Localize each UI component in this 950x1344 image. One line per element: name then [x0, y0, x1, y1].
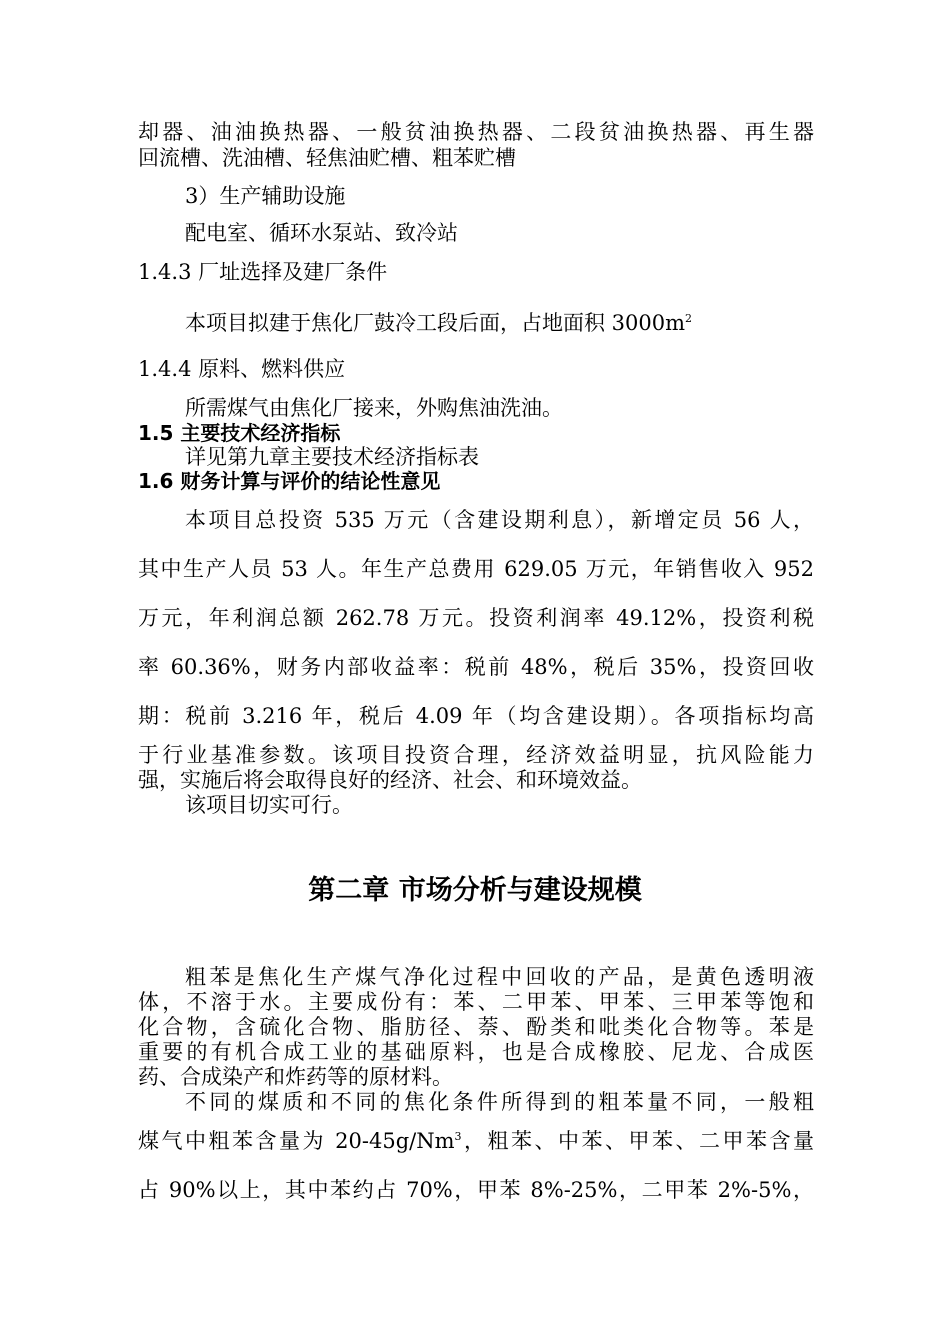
section-heading-1-6: 1.6 财务计算与评价的结论性意见: [138, 469, 441, 493]
body-text-line: 率 60.36%，财务内部收益率：税前 48%，税后 35%，投资回收: [138, 655, 814, 679]
body-text-line: 化合物，含硫化合物、脂肪径、萘、酚类和吡类化合物等。苯是: [138, 1015, 814, 1039]
section-heading-1-4-3: 1.4.3 厂址选择及建厂条件: [138, 260, 388, 284]
body-text-line: 于行业基准参数。该项目投资合理，经济效益明显，抗风险能力: [138, 743, 814, 767]
body-text-line: 占 90%以上，其中苯约占 70%，甲苯 8%-25%，二甲苯 2%-5%，: [138, 1178, 814, 1202]
body-text-line: 该项目切实可行。: [185, 793, 353, 817]
section-heading-1-4-4: 1.4.4 原料、燃料供应: [138, 357, 346, 381]
body-text-line: 粗苯是焦化生产煤气净化过程中回收的产品，是黄色透明液: [185, 965, 814, 989]
body-text-line: 重要的有机合成工业的基础原料，也是合成橡胶、尼龙、合成医: [138, 1040, 814, 1064]
body-text-line: 详见第九章主要技术经济指标表: [185, 445, 479, 469]
body-text-line: 本项目拟建于焦化厂鼓冷工段后面，占地面积 $3000m^2$: [185, 311, 693, 335]
body-text-line: 万元，年利润总额 262.78 万元。投资利润率 49.12%，投资利税: [138, 606, 814, 630]
body-text-line: 本项目总投资 535 万元（含建设期利息），新增定员 56 人，: [185, 508, 814, 532]
superscript: 2: [685, 312, 693, 325]
body-text-line: 其中生产人员 53 人。年生产总费用 629.05 万元，年销售收入 952: [138, 557, 814, 581]
body-text-line: 回流槽、洗油槽、轻焦油贮槽、粗苯贮槽: [138, 146, 516, 170]
body-text-line: 不同的煤质和不同的焦化条件所得到的粗苯量不同，一般粗: [185, 1090, 814, 1114]
body-text-line: 煤气中粗苯含量为 20-45g/Nm$^3$，粗苯、中苯、甲苯、二甲苯含量: [138, 1129, 814, 1153]
body-text-line: 配电室、循环水泵站、致冷站: [185, 221, 458, 245]
chapter-title: 第二章 市场分析与建设规模: [308, 875, 642, 906]
body-text-line: 期：税前 3.216 年，税后 4.09 年（均含建设期）。各项指标均高: [138, 704, 814, 728]
body-text-line: 强，实施后将会取得良好的经济、社会、和环境效益。: [138, 768, 642, 792]
body-text-line: 却器、油油换热器、一般贫油换热器、二段贫油换热器、再生器: [138, 120, 814, 144]
list-item-heading: 3）生产辅助设施: [185, 184, 346, 208]
body-text-line: 所需煤气由焦化厂接来，外购焦油洗油。: [185, 396, 563, 420]
section-heading-1-5: 1.5 主要技术经济指标: [138, 421, 341, 445]
body-text-line: 体，不溶于水。主要成份有：苯、二甲苯、甲苯、三甲苯等饱和: [138, 990, 814, 1014]
superscript: 3: [454, 1130, 462, 1143]
body-text-line: 药、合成染产和炸药等的原材料。: [138, 1065, 453, 1089]
